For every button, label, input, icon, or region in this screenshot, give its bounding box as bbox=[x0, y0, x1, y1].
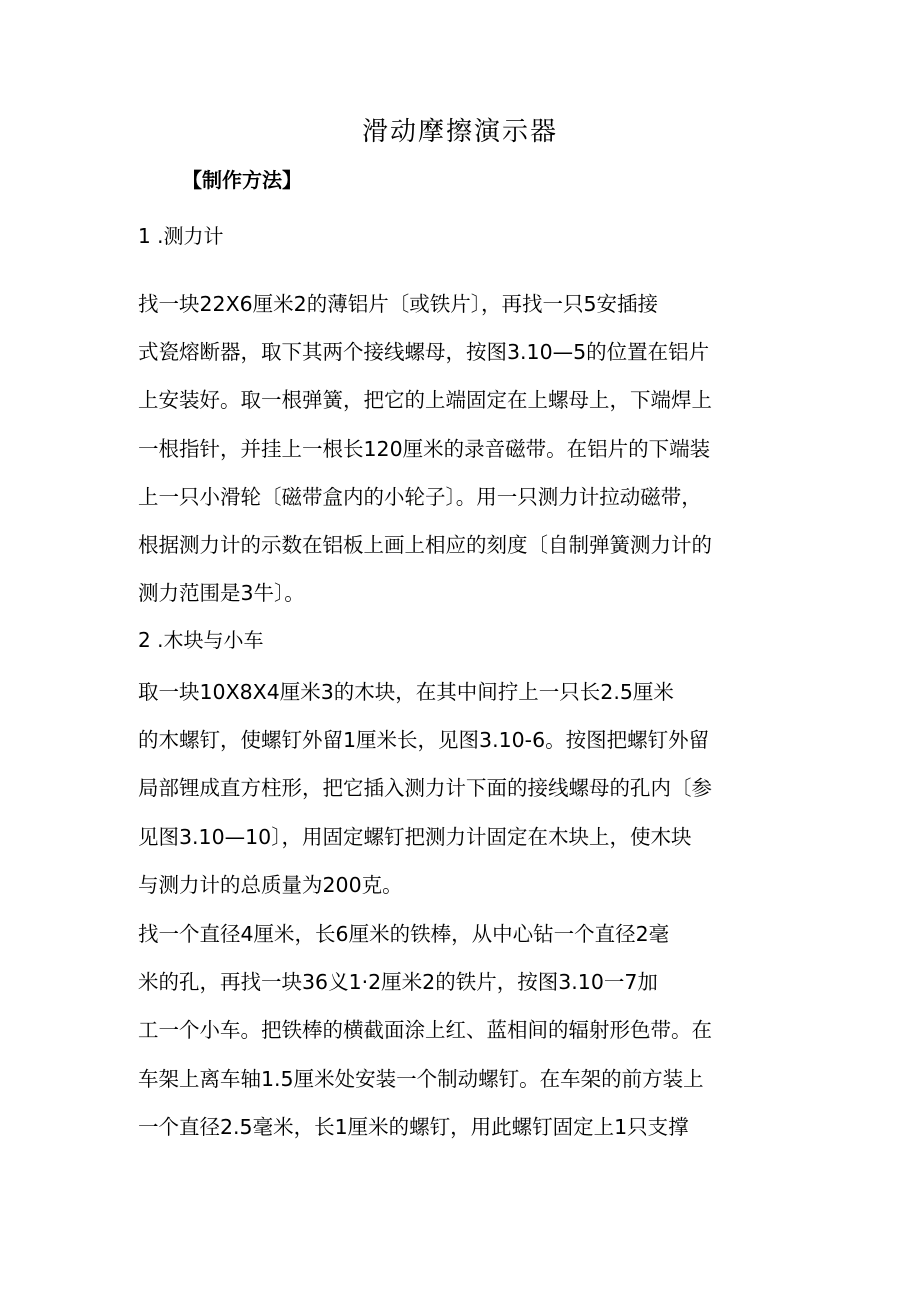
heading-block-and-cart: 2 .木块与小车 bbox=[138, 628, 264, 652]
text-line: 米的孔，再找一块36义1·2厘米2的铁片，按图3.10一7加 bbox=[138, 970, 658, 995]
text-line: 的木螺钉，使螺钉外留1厘米长，见图3.10-6。按图把螺钉外留 bbox=[138, 728, 710, 753]
text-line: 与测力计的总质量为200克。 bbox=[138, 872, 403, 897]
text-line: 式瓷熔断器，取下其两个接线螺母，按图3.10—5的位置在铝片 bbox=[138, 340, 710, 365]
text-line: 测力范围是3牛〕。 bbox=[138, 581, 305, 606]
section-heading-method: 【制作方法】 bbox=[182, 168, 302, 192]
text-line: 局部锂成直方柱形，把它插入测力计下面的接线螺母的孔内〔参 bbox=[138, 776, 712, 801]
text-line: 取一块10X8X4厘米3的木块，在其中间拧上一只长2.5厘米 bbox=[138, 680, 674, 704]
text-line: 找一个直径4厘米，长6厘米的铁棒，从中心钻一个直径2毫 bbox=[138, 922, 670, 946]
text-line: 车架上离车轴1.5厘米处安装一个制动螺钉。在车架的前方装上 bbox=[138, 1066, 704, 1091]
text-line: 见图3.10—10〕，用固定螺钉把测力计固定在木块上，使木块 bbox=[138, 824, 692, 849]
text-line: 上一只小滑轮〔磁带盒内的小轮子〕。用一只测力计拉动磁带， bbox=[138, 484, 702, 509]
text-line: 工一个小车。把铁棒的横截面涂上红、蓝相间的辐射形色带。在 bbox=[138, 1018, 712, 1043]
paragraph-force-meter bbox=[138, 280, 798, 617]
document-title: 滑动摩擦演示器 bbox=[361, 117, 558, 147]
text-line: 一根指针，并挂上一根长120厘米的录音磁带。在铝片的下端装 bbox=[138, 436, 711, 461]
heading-force-meter: 1 .测力计 bbox=[138, 224, 224, 248]
text-line: 找一块22X6厘米2的薄铝片〔或铁片〕，再找一只5安插接 bbox=[138, 292, 659, 316]
text-line: 上安装好。取一根弹簧，把它的上端固定在上螺母上，下端焊上 bbox=[138, 388, 712, 413]
paragraph-cart bbox=[138, 910, 798, 1151]
paragraph-wood-block bbox=[138, 668, 798, 909]
text-line: 根据测力计的示数在铝板上画上相应的刻度〔自制弹簧测力计的 bbox=[138, 533, 712, 558]
text-line: 一个直径2.5毫米，长1厘米的螺钉，用此螺钉固定上1只支撑 bbox=[138, 1114, 689, 1139]
